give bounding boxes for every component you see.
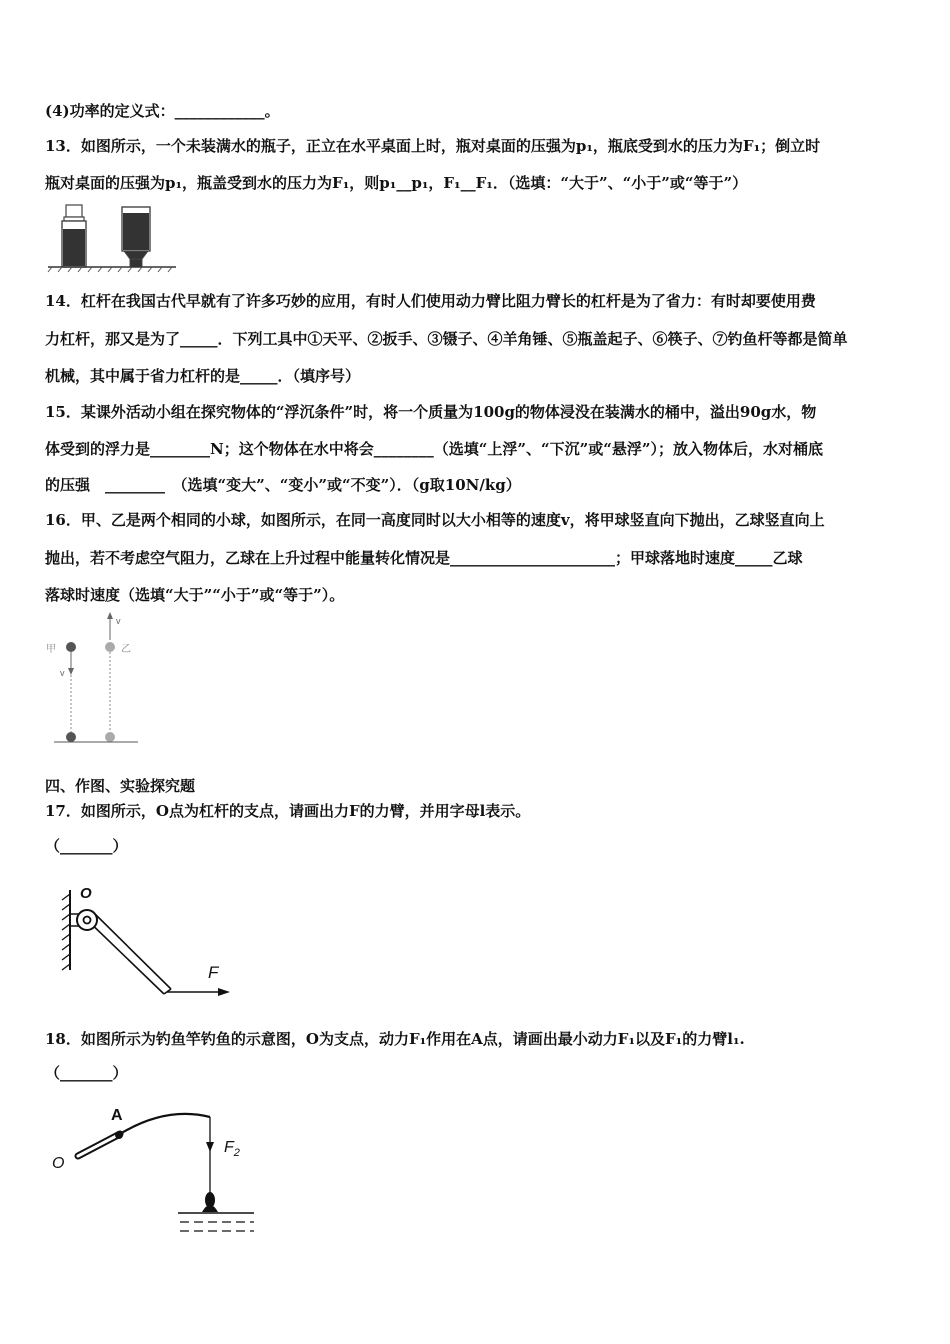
pivot-point [84, 917, 91, 924]
q17-answer-blank: （_______） [45, 837, 128, 855]
ball-a-label: 甲 [46, 644, 56, 655]
q18-line1: 18．如图所示为钓鱼竿钓鱼的示意图，O为支点，动力F₁作用在A点，请画出最小动力F₁以及F₁的力臂l₁. [45, 1030, 745, 1048]
ball-a-top [66, 642, 76, 652]
q14-line1: 14．杠杆在我国古代早就有了许多巧妙的应用，有时人们使用动力臂比阻力臂长的杠杆是为了省力：有时却要使用费 [45, 292, 816, 310]
q13-line2: 瓶对桌面的压强为p₁，瓶盖受到水的压力为F₁，则p₁__p₁，F₁__F₁．（选填：“大于”、“小于”或“等于”） [45, 174, 748, 192]
ball-a-ground [66, 732, 76, 742]
q18-answer-blank: （_______） [45, 1064, 128, 1082]
q17-line1: 17．如图所示，O点为杠杆的支点，请画出力F的力臂，并用字母l表示。 [45, 802, 531, 820]
force-f2-label: $F_2$ [224, 1139, 240, 1159]
ball-b-label: 乙 [121, 644, 131, 655]
ball-a-v-label: v [60, 668, 65, 678]
q14-line2: 力杠杆，那又是为了_____．下列工具中①天平、②扳手、③镊子、④羊角锤、⑤瓶盖起子、⑥筷子、⑦钓鱼杆等都是简单 [45, 330, 848, 348]
pivot-o-label: O [80, 885, 92, 902]
point-a-label: A [111, 1107, 123, 1124]
section-4-heading: 四、作图、实验探究题 [45, 777, 196, 795]
q13-bottles-figure [44, 203, 184, 273]
rod-tip [120, 1114, 210, 1134]
q14-line3: 机械，其中属于省力杠杆的是_____．（填序号） [45, 367, 361, 385]
q17-lever-figure [50, 880, 250, 1005]
q16-line1: 16．甲、乙是两个相同的小球，如图所示，在同一高度同时以大小相等的速度v，将甲球竖直向下抛出，乙球竖直向上 [45, 511, 825, 529]
ball-b-ground [105, 732, 115, 742]
force-f-label: F [208, 963, 219, 982]
q16-line3: 落球时速度（选填“大于”“小于”或“等于”）。 [45, 586, 345, 604]
ball-b-top [105, 642, 115, 652]
ball-b-v-label: v [116, 616, 121, 626]
q18-fishing-rod-figure [48, 1100, 278, 1240]
pivot-o-label: O [52, 1155, 65, 1172]
q13-line1: 13．如图所示，一个未装满水的瓶子，正立在水平桌面上时，瓶对桌面的压强为p₁，瓶底受到水的压力为F₁；倒立时 [45, 137, 821, 155]
q16-balls-figure [46, 612, 146, 747]
force-f2-arrow [206, 1142, 214, 1152]
q15-line3: 的压强 ________ （选填“变大”、“变小”或“不变”）．（g取10N/kg） [45, 476, 521, 494]
q12-part4: (4)功率的定义式：____________。 [45, 102, 280, 120]
q15-line1: 15．某课外活动小组在探究物体的“浮沉条件”时，将一个质量为100g的物体浸没在装满水的桶中，溢出90g水，物 [45, 403, 817, 421]
q15-line2: 体受到的浮力是________N；这个物体在水中将会________（选填“上浮”、“下沉”或“悬浮”）；放入物体后，水对桶底 [45, 440, 823, 458]
q16-line2: 抛出，若不考虑空气阻力，乙球在上升过程中能量转化情况是______________________；甲球落地时速度_____乙球 [45, 549, 803, 567]
